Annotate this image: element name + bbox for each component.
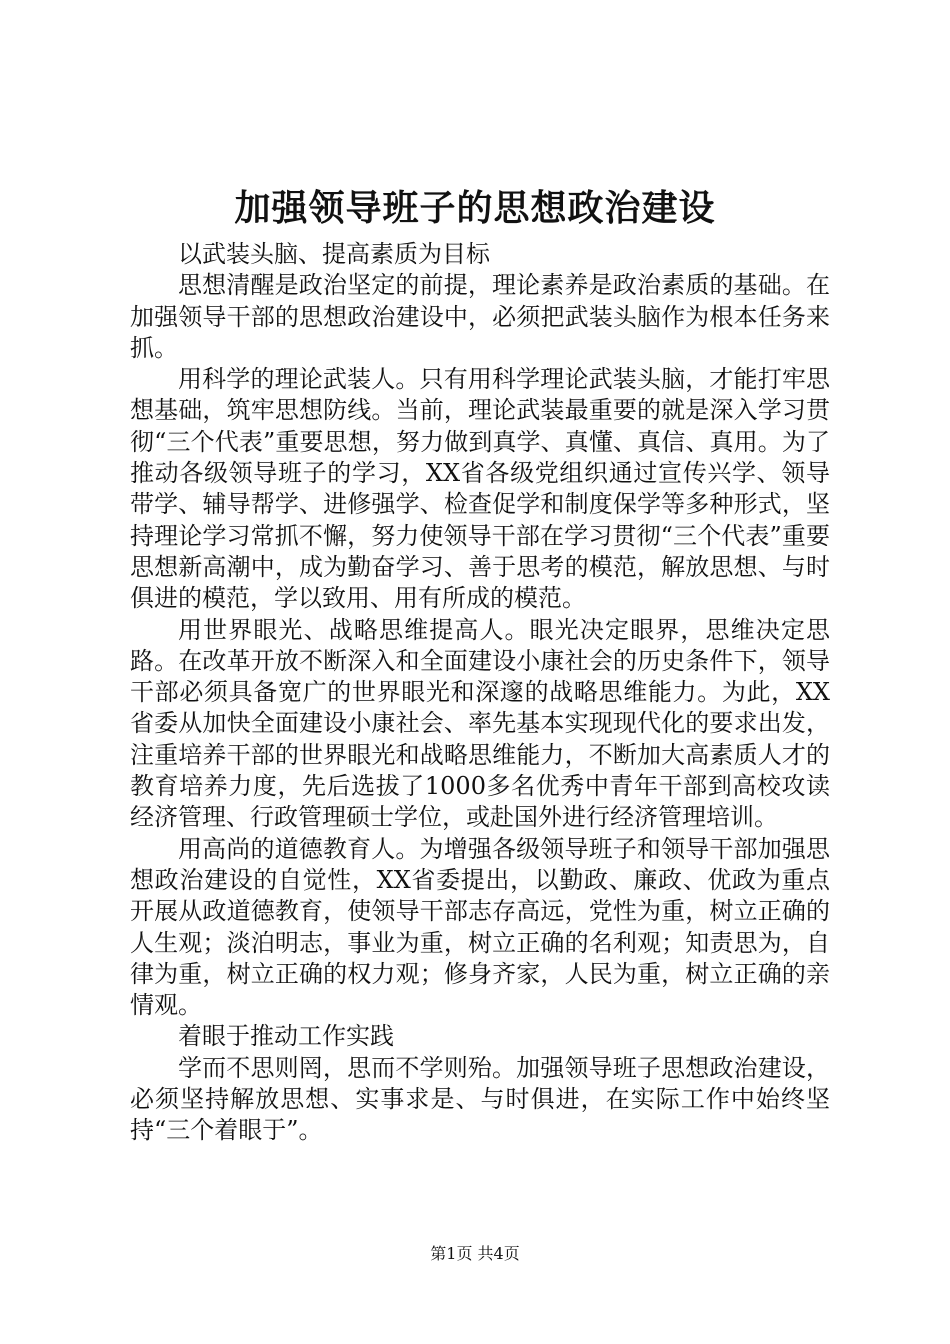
paragraph: 用科学的理论武装人。只有用科学理论武装头脑，才能打牢思想基础，筑牢思想防线。当前，理论武装最重要的就是深入学习贯彻“三个代表”重要思想，努力做到真学、真懂、真信、真用。为了推动各级领导班子的学习，XX省各级党组织通过宣传兴学、领导带学、辅导帮学、进修强学、检查促学和制度保学等多种形式，坚持理论学习常抓不懈，努力使领导干部在学习贯彻“三个代表”重要思想新高潮中，成为勤奋学习、善于思考的模范，解放思想、与时俱进的模范，学以致用、用有所成的模范。: [130, 365, 830, 613]
paragraph: 用世界眼光、战略思维提高人。眼光决定眼界，思维决定思路。在改革开放不断深入和全面建设小康社会的历史条件下，领导干部必须具备宽广的世界眼光和深邃的战略思维能力。为此，XX省委从加快全面建设小康社会、率先基本实现现代化的要求出发，注重培养干部的世界眼光和战略思维能力，不断加大高素质人才的教育培养力度，先后选拔了1000多名优秀中青年干部到高校攻读经济管理、行政管理硕士学位，或赴国外进行经济管理培训。: [130, 615, 830, 832]
section-heading: 着眼于推动工作实践: [178, 1022, 394, 1051]
paragraph: 学而不思则罔，思而不学则殆。加强领导班子思想政治建设，必须坚持解放思想、实事求是、与时俱进，在实际工作中始终坚持“三个着眼于”。: [130, 1053, 830, 1145]
paragraph: 用高尚的道德教育人。为增强各级领导班子和领导干部加强思想政治建设的自觉性，XX省委提出，以勤政、廉政、优政为重点开展从政道德教育，使领导干部志存高远，党性为重，树立正确的人生观；淡泊明志，事业为重，树立正确的名利观；知责思为，自律为重，树立正确的权力观；修身齐家，人民为重，树立正确的亲情观。: [130, 834, 830, 1020]
paragraph: 思想清醒是政治坚定的前提，理论素养是政治素质的基础。在加强领导干部的思想政治建设中，必须把武装头脑作为根本任务来抓。: [130, 271, 830, 362]
section-heading: 以武装头脑、提高素质为目标: [178, 240, 490, 268]
document-body: [130, 239, 830, 1147]
page-footer: 第1页 共4页: [430, 1244, 520, 1263]
document-title: 加强领导班子的思想政治建设: [234, 187, 716, 229]
